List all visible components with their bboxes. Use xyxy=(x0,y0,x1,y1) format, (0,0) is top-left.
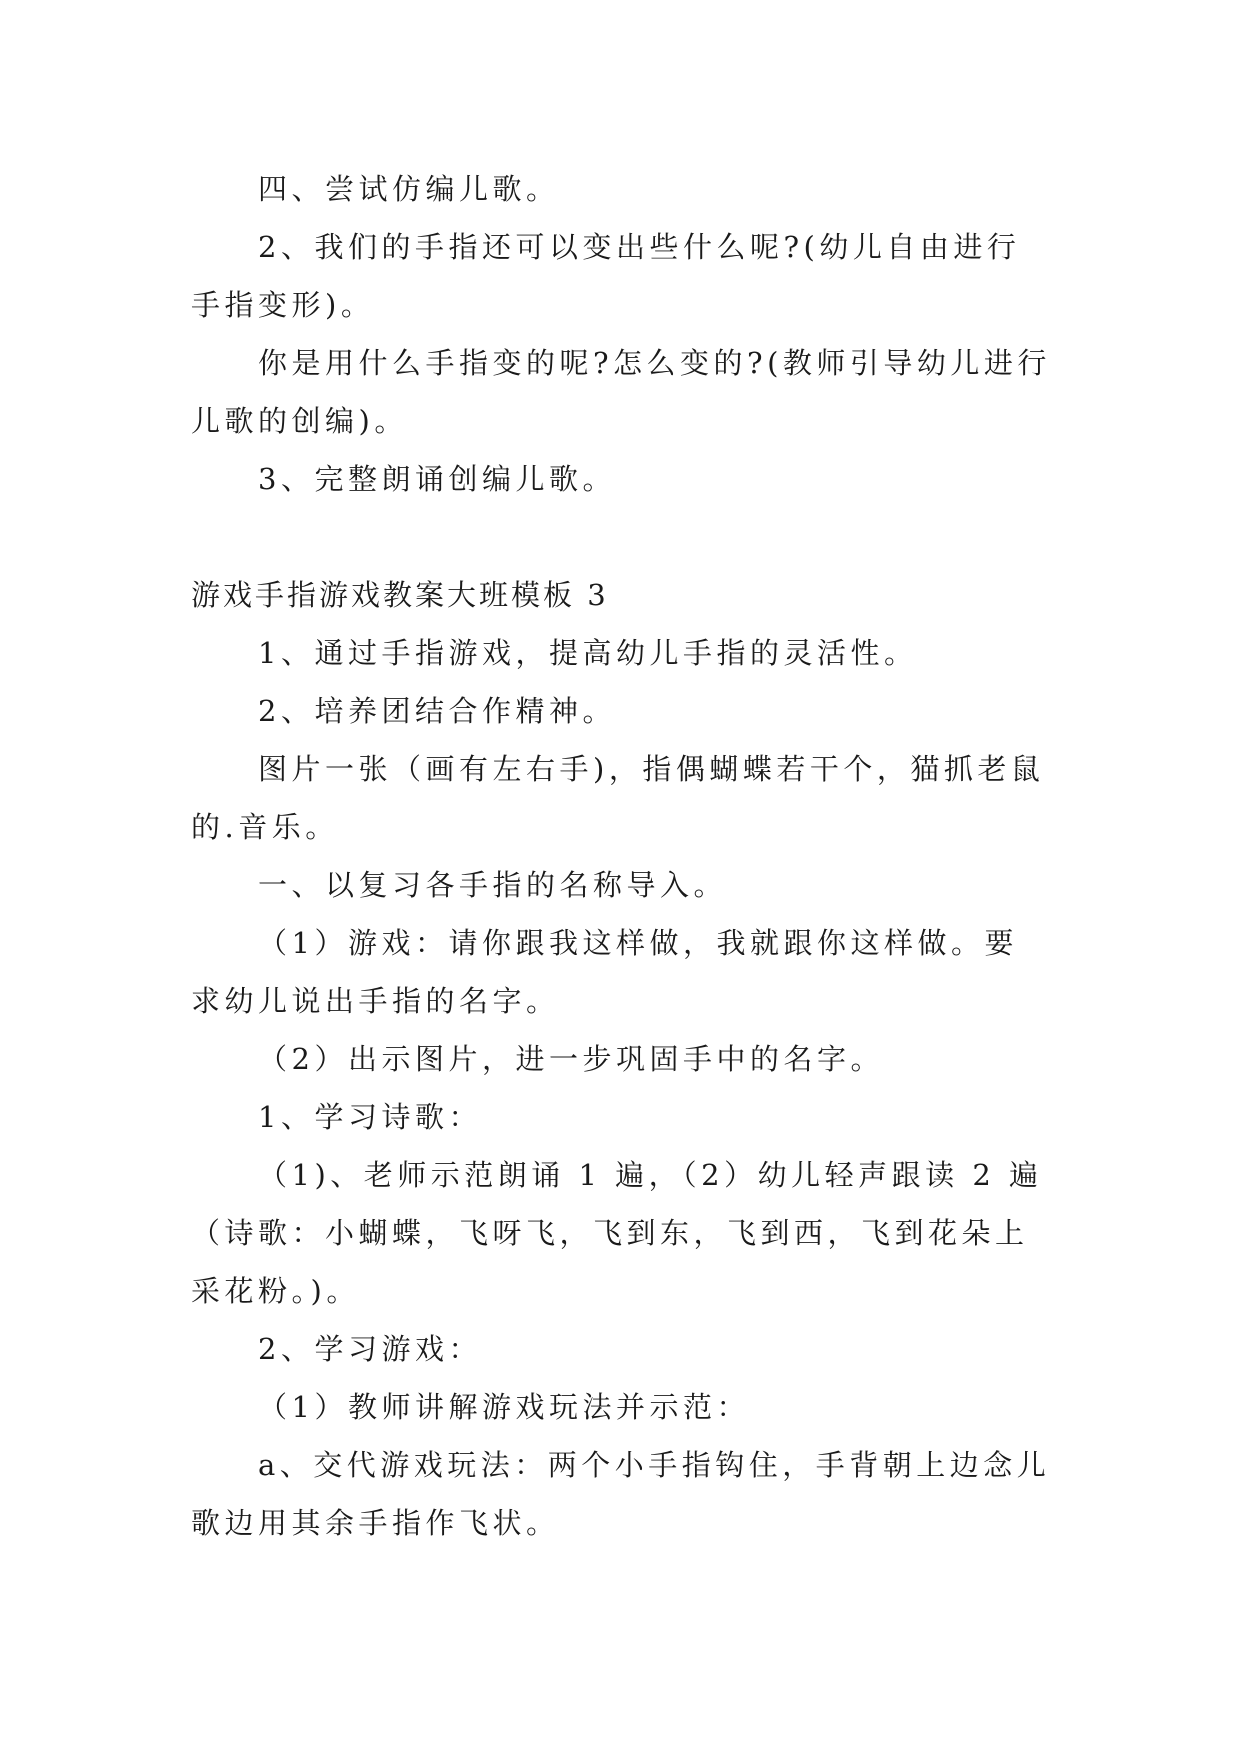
paragraph: 3、完整朗诵创编儿歌。 xyxy=(258,462,616,496)
paragraph: 图片一张（画有左右手)，指偶蝴蝶若干个，猫抓老鼠的.音乐。 xyxy=(191,752,1045,844)
paragraph: 1、学习诗歌： xyxy=(258,1100,482,1134)
paragraph: 一、以复习各手指的名称导入。 xyxy=(258,868,728,902)
paragraph: （2）出示图片，进一步巩固手中的名字。 xyxy=(258,1042,884,1076)
paragraph: a、交代游戏玩法：两个小手指钩住，手背朝上边念儿歌边用其余手指作飞状。 xyxy=(191,1448,1051,1540)
paragraph: （1）教师讲解游戏玩法并示范： xyxy=(258,1390,750,1424)
paragraph: 2、学习游戏： xyxy=(258,1332,482,1366)
paragraph: （1)、老师示范朗诵 1 遍，（2）幼儿轻声跟读 2 遍（诗歌：小蝴蝶，飞呀飞，飞到东，飞到西，飞到花朵上采花粉。)。 xyxy=(191,1158,1043,1308)
paragraph: 2、我们的手指还可以变出些什么呢?(幼儿自由进行手指变形)。 xyxy=(191,230,1021,322)
section-heading: 游戏手指游戏教案大班模板 3 xyxy=(191,578,609,612)
paragraph: 你是用什么手指变的呢?怎么变的?(教师引导幼儿进行儿歌的创编)。 xyxy=(191,346,1051,438)
paragraph: 四、尝试仿编儿歌。 xyxy=(258,172,560,206)
paragraph: 1、通过手指游戏，提高幼儿手指的灵活性。 xyxy=(258,636,918,670)
paragraph: 2、培养团结合作精神。 xyxy=(258,694,616,728)
paragraph: （1）游戏：请你跟我这样做，我就跟你这样做。要求幼儿说出手指的名字。 xyxy=(191,926,1018,1018)
document-body xyxy=(191,160,1051,1552)
